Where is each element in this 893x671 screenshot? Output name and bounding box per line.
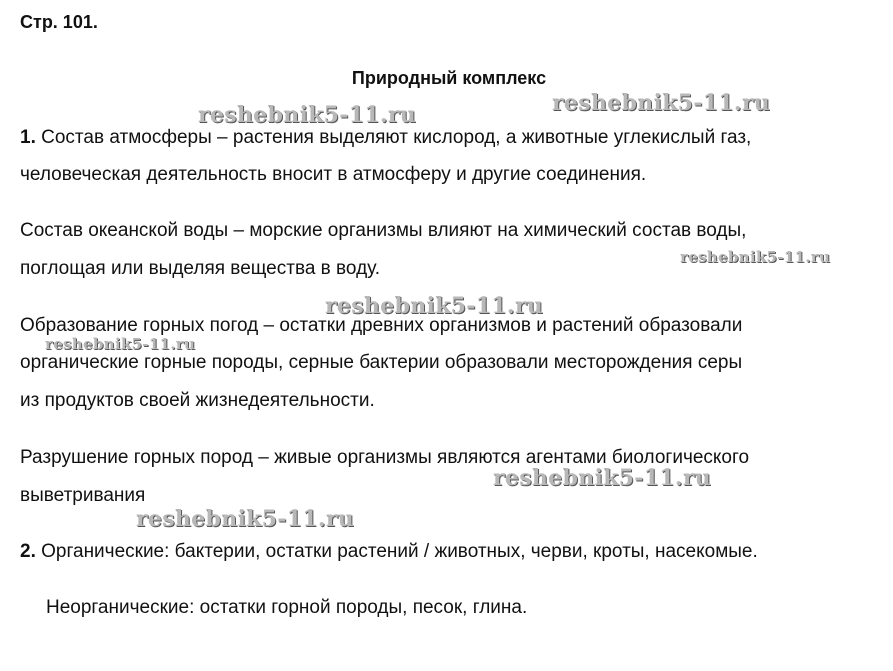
watermark: reshebnik5-11.ru	[325, 293, 544, 319]
answer-text: поглощая или выделяя вещества в воду.	[20, 258, 381, 279]
answer-number: 1.	[20, 127, 36, 148]
watermark: reshebnik5-11.ru	[136, 506, 355, 532]
answer-line	[20, 540, 758, 564]
answer-line	[20, 163, 646, 187]
answer-number: 2.	[20, 541, 36, 562]
answer-line	[46, 596, 527, 620]
answer-text: органические горные породы, серные бактерии образовали месторождения серы	[20, 352, 743, 373]
answer-text: Неорганические: остатки горной породы, песок, глина.	[46, 597, 528, 618]
answer-text: Разрушение горных пород – живые организмы являются агентами биологического	[20, 447, 750, 468]
answer-line	[20, 219, 746, 243]
answer-text: выветривания	[20, 485, 146, 506]
watermark: reshebnik5-11.ru	[552, 90, 771, 116]
answer-text: Органические: бактерии, остатки растений / животных, черви, кроты, насекомые.	[35, 541, 758, 562]
watermark: reshebnik5-11.ru	[198, 102, 417, 128]
answer-line	[20, 351, 742, 375]
answer-text: человеческая деятельность вносит в атмосферу и другие соединения.	[20, 164, 647, 185]
answer-line	[20, 257, 380, 281]
watermark: reshebnik5-11.ru	[493, 465, 712, 491]
answer-text: Состав океанской воды – морские организмы влияют на химический состав воды,	[20, 220, 747, 241]
page-number: Стр. 101.	[20, 12, 98, 32]
answer-line	[20, 389, 375, 413]
section-title: Природный комплекс	[351, 68, 547, 88]
answer-line	[20, 126, 751, 150]
answer-text: из продуктов своей жизнедеятельности.	[20, 390, 375, 411]
answer-line	[20, 484, 145, 508]
answer-text: Образование горных погод – остатки древних организмов и растений образовали	[20, 315, 743, 336]
answer-text: Состав атмосферы – растения выделяют кислород, а животные углекислый газ,	[35, 127, 752, 148]
watermark: reshebnik5-11.ru	[680, 248, 831, 266]
watermark: reshebnik5-11.ru	[45, 335, 196, 353]
